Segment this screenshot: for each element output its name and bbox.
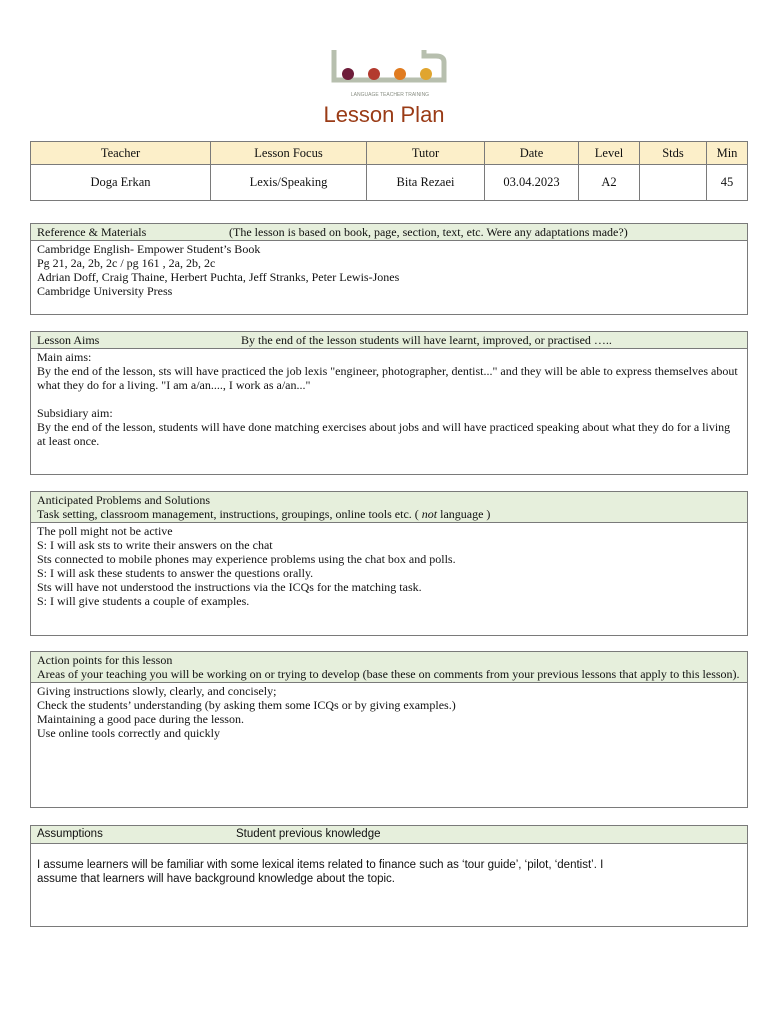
header-lesson-focus: Lesson Focus [211,142,367,165]
aims-heading: Lesson Aims [37,333,100,347]
problems-sub-not: not [421,507,438,521]
page-title: Lesson Plan [323,102,445,127]
stds-value [640,165,707,201]
logo-dot-4 [420,68,432,80]
main-aims-text: By the end of the lesson, sts will have practiced the job lexis "engineer, photographer, dentist..." and they will be able to express themselves about what they do for a living. "I am a/an...., I work as a/an..." [37,364,738,392]
assumption-line: I assume learners will be familiar with some lexical items related to finance such as ‘tour guide’, ‘pilot, ‘dentist’. I [37,859,604,871]
ltt-logo [328,48,452,100]
action-point-line: Check the students’ understanding (by asking them some ICQs or by giving examples.) [37,698,456,712]
header-teacher: Teacher [31,142,211,165]
info-value-row [31,165,748,201]
assumptions-header [31,826,747,844]
lesson-focus-value: Lexis/Speaking [211,165,367,201]
aims-body [31,349,747,449]
problems-header [31,492,747,523]
action-point-line: Maintaining a good pace during the lesson. [37,712,244,726]
teacher-value: Doga Erkan [31,165,211,201]
logo-dot-2 [368,68,380,80]
problems-body [31,523,747,609]
reference-body [31,241,747,299]
assumption-line: assume that learners will have background knowledge about the topic. [37,873,395,885]
reference-heading: Reference & Materials [37,225,147,239]
problem-line: The poll might not be active [37,524,173,538]
lesson-info-table [30,141,748,201]
reference-section [30,223,748,315]
action-point-line: Giving instructions slowly, clearly, and concisely; [37,684,277,698]
date-value: 03.04.2023 [485,165,579,201]
reference-heading-note: (The lesson is based on book, page, section, text, etc. Were any adaptations made?) [229,225,628,239]
header-stds: Stds [640,142,707,165]
reference-line: Pg 21, 2a, 2b, 2c / pg 161 , 2a, 2b, 2c [37,256,216,270]
problems-sub-b: language ) [437,507,491,521]
problem-line: S: I will give students a couple of examples. [37,594,250,608]
aims-heading-note: By the end of the lesson students will have learnt, improved, or practised ….. [241,333,612,347]
problems-heading: Anticipated Problems and Solutions [37,493,210,507]
problem-line: S: I will ask sts to write their answers on the chat [37,538,273,552]
logo-dot-3 [394,68,406,80]
action-points-heading: Action points for this lesson [37,653,173,667]
main-aims-label: Main aims: [37,350,92,364]
assumptions-section [30,825,748,927]
logo-dot-1 [342,68,354,80]
assumptions-heading-note: Student previous knowledge [236,828,381,840]
problem-line: Sts connected to mobile phones may experience problems using the chat box and polls. [37,552,456,566]
assumptions-heading: Assumptions [37,828,103,840]
aims-header [31,332,747,349]
info-header-row [31,142,748,165]
problems-sub-a: Task setting, classroom management, instructions, groupings, online tools etc. ( [37,507,422,521]
problems-heading-sub [37,507,741,521]
reference-line: Cambridge University Press [37,284,173,298]
action-points-heading-sub: Areas of your teaching you will be working on or trying to develop (base these on comments from your previous lessons that apply to this lesson). [37,667,740,681]
action-points-section [30,651,748,808]
assumptions-body [31,844,747,887]
subsidiary-aim-label: Subsidiary aim: [37,406,113,420]
logo-caption: LANGUAGE TEACHER TRAINING [350,92,430,98]
subsidiary-aim-text: By the end of the lesson, students will have done matching exercises about jobs and will have practiced speaking about what they do for a living at least once. [37,420,731,448]
header-date: Date [485,142,579,165]
aims-section [30,331,748,475]
reference-line: Adrian Doff, Craig Thaine, Herbert Puchta, Jeff Stranks, Peter Lewis-Jones [37,270,400,284]
problem-line: S: I will ask these students to answer the questions orally. [37,566,314,580]
problem-line: Sts will have not understood the instructions via the ICQs for the matching task. [37,580,422,594]
min-value: 45 [707,165,748,201]
aims-spacer [37,392,741,406]
problems-section [30,491,748,636]
action-point-line: Use online tools correctly and quickly [37,726,220,740]
tutor-value: Bita Rezaei [367,165,485,201]
reference-line: Cambridge English- Empower Student’s Book [37,242,261,256]
header-tutor: Tutor [367,142,485,165]
header-level: Level [579,142,640,165]
reference-header [31,224,747,241]
action-points-header [31,652,747,683]
action-points-body [31,683,747,741]
header-min: Min [707,142,748,165]
level-value: A2 [579,165,640,201]
